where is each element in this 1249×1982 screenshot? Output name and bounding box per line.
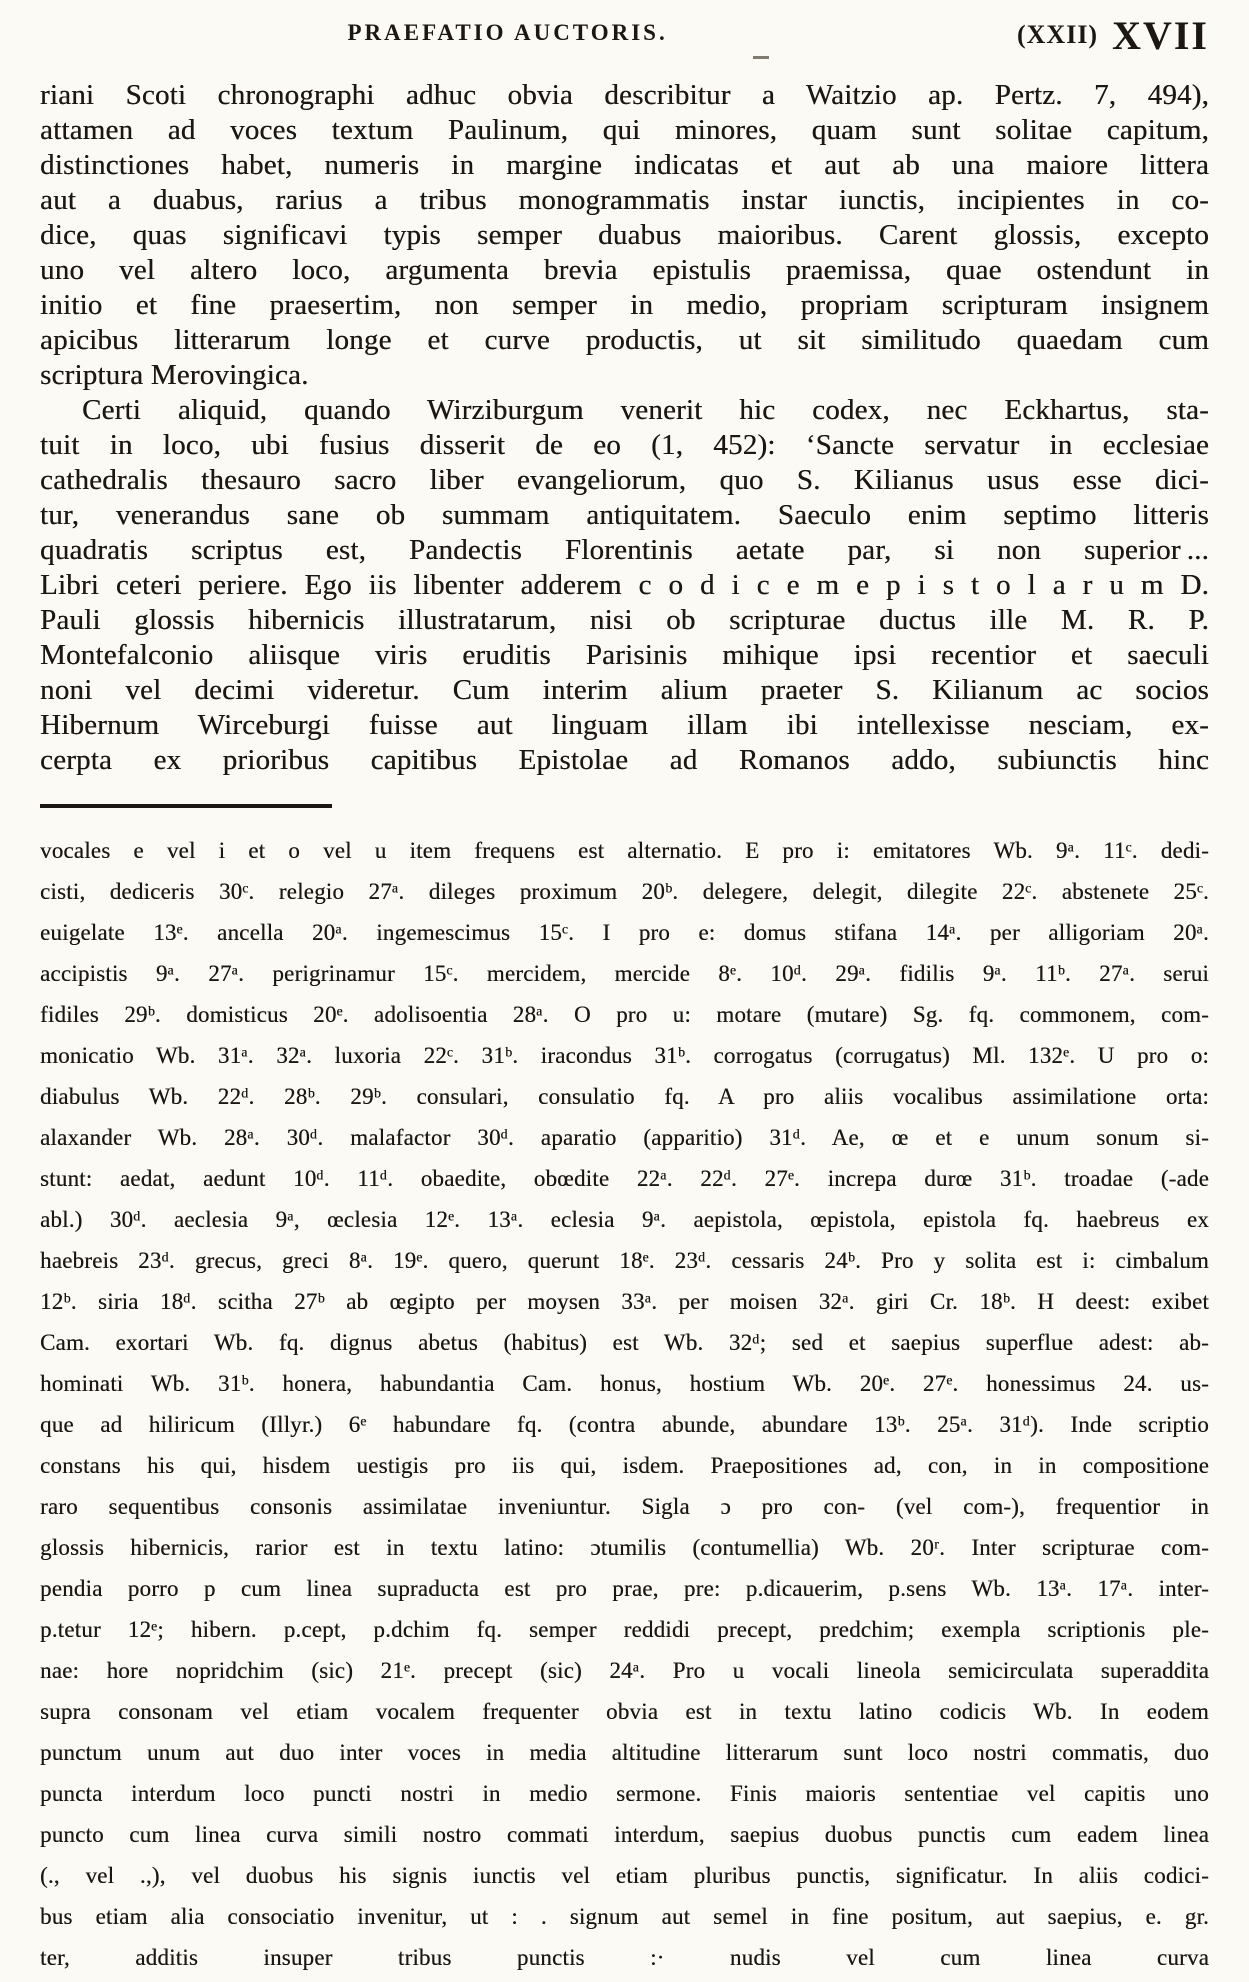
folio-new-number: XVII	[1112, 13, 1209, 58]
text-line: p.tetur 12ᵉ; hibern. p.cept, p.dchim fq. semper reddidi precept, predchim; exempla scriptionis ple-	[40, 1617, 1209, 1642]
running-title: PRAEFATIO AUCTORIS.	[347, 20, 668, 45]
page-header	[40, 12, 1209, 64]
footnotes-block	[40, 830, 1209, 1978]
main-text-block	[40, 78, 1209, 778]
text-line: pendia porro p cum linea supraducta est pro prae, pre: p.dicauerim, p.sens Wb. 13ᵃ. 17ᵃ. inter-	[40, 1576, 1209, 1601]
text-line: hominati Wb. 31ᵇ. honera, habundantia Cam. honus, hostium Wb. 20ᵉ. 27ᵉ. honessimus 24. us-	[40, 1371, 1209, 1396]
text-line: uno vel altero loco, argumenta brevia epistulis praemissa, quae ostendunt in	[40, 254, 1209, 286]
text-line: quadratis scriptus est, Pandectis Florentinis aetate par, si non superior ...	[40, 534, 1209, 566]
text-line: scriptura Merovingica.	[40, 359, 309, 391]
text-line: riani Scoti chronographi adhuc obvia describitur a Waitzio ap. Pertz. 7, 494),	[40, 79, 1209, 111]
text-line: cisti, dediceris 30ᶜ. relegio 27ᵃ. dileges proximum 20ᵇ. delegere, delegit, dilegite 22ᶜ. abstenete 25ᶜ.	[40, 879, 1209, 904]
text-line: punctum unum aut duo inter voces in media altitudine litterarum sunt loco nostri commatis, duo	[40, 1740, 1209, 1765]
text-line: ter, additis insuper tribus punctis :· nudis vel cum linea curva	[40, 1945, 1209, 1970]
text-line: aut a duabus, rarius a tribus monogrammatis instar iunctis, incipientes in co-	[40, 184, 1209, 216]
text-line: glossis hibernicis, rarior est in textu latino: ɔtumilis (contumellia) Wb. 20ʳ. Inter scripturae com-	[40, 1535, 1209, 1560]
text-line: euigelate 13ᵉ. ancella 20ᵃ. ingemescimus 15ᶜ. I pro e: domus stifana 14ᵃ. per alligoriam 20ᵃ.	[40, 920, 1209, 945]
text-line: attamen ad voces textum Paulinum, qui minores, quam sunt solitae capitum,	[40, 114, 1209, 146]
text-line: bus etiam alia consociatio invenitur, ut : . signum aut semel in fine positum, aut saepius, e. gr.	[40, 1904, 1209, 1929]
text-line: abl.) 30ᵈ. aeclesia 9ᵃ, œclesia 12ᵉ. 13ᵃ. eclesia 9ᵃ. aepistola, œpistola, epistola fq. haebreus ex	[40, 1207, 1209, 1232]
text-line: Cam. exortari Wb. fq. dignus abetus (habitus) est Wb. 32ᵈ; sed et saepius superflue adest: ab-	[40, 1330, 1209, 1355]
text-line: initio et fine praesertim, non semper in medio, propriam scripturam insignem	[40, 289, 1209, 321]
folio-old-number: (XXII)	[1016, 20, 1099, 49]
text-line: nae: hore nopridchim (sic) 21ᵉ. precept (sic) 24ᵃ. Pro u vocali lineola semicirculata superaddita	[40, 1658, 1209, 1683]
text-line: stunt: aedat, aedunt 10ᵈ. 11ᵈ. obaedite, obœdite 22ᵃ. 22ᵈ. 27ᵉ. increpa durœ 31ᵇ. troadae (-ade	[40, 1166, 1209, 1191]
text-line: 12ᵇ. siria 18ᵈ. scitha 27ᵇ ab œgipto per moysen 33ᵃ. per moisen 32ᵃ. giri Cr. 18ᵇ. H deest: exibet	[40, 1289, 1209, 1314]
text-line: vocales e vel i et o vel u item frequens est alternatio. E pro i: emitatores Wb. 9ᵃ. 11ᶜ. dedi-	[40, 838, 1209, 863]
text-line: tur, venerandus sane ob summam antiquitatem. Saeculo enim septimo litteris	[40, 499, 1209, 531]
text-line: puncta interdum loco puncti nostri in medio sermone. Finis maioris sententiae vel capitis uno	[40, 1781, 1209, 1806]
scan-artifact-dash	[753, 56, 769, 59]
text-line: (., vel .,), vel duobus his signis iunctis vel etiam pluribus punctis, significatur. In aliis codici-	[40, 1863, 1209, 1888]
text-line: haebreis 23ᵈ. grecus, greci 8ᵃ. 19ᵉ. quero, querunt 18ᵉ. 23ᵈ. cessaris 24ᵇ. Pro y solita est i: cimbalum	[40, 1248, 1209, 1273]
text-line: supra consonam vel etiam vocalem frequenter obvia est in textu latino codicis Wb. In eodem	[40, 1699, 1209, 1724]
text-line: Montefalconio aliisque viris eruditis Parisinis mihique ipsi recentior et saeculi	[40, 639, 1209, 671]
text-line: Certi aliquid, quando Wirziburgum venerit hic codex, nec Eckhartus, sta-	[82, 394, 1209, 426]
text-line: raro sequentibus consonis assimilatae inveniuntur. Sigla ɔ pro con- (vel com-), frequentior in	[40, 1494, 1209, 1519]
text-line: alaxander Wb. 28ᵃ. 30ᵈ. malafactor 30ᵈ. aparatio (apparitio) 31ᵈ. Ae, œ et e unum sonum si-	[40, 1125, 1209, 1150]
text-line: que ad hiliricum (Illyr.) 6ᵉ habundare fq. (contra abunde, abundare 13ᵇ. 25ᵃ. 31ᵈ). Inde scriptio	[40, 1412, 1209, 1437]
footnote-separator-rule	[40, 804, 332, 808]
text-line: apicibus litterarum longe et curve productis, ut sit similitudo quaedam cum	[40, 324, 1209, 356]
text-line: diabulus Wb. 22ᵈ. 28ᵇ. 29ᵇ. consulari, consulatio fq. A pro aliis vocalibus assimilatione orta:	[40, 1084, 1209, 1109]
text-line: monicatio Wb. 31ᵃ. 32ᵃ. luxoria 22ᶜ. 31ᵇ. iracondus 31ᵇ. corrogatus (corrugatus) Ml. 132ᵉ. U pro o:	[40, 1043, 1209, 1068]
text-line: fidiles 29ᵇ. domisticus 20ᵉ. adolisoentia 28ᵃ. O pro u: motare (mutare) Sg. fq. commonem, com-	[40, 1002, 1209, 1027]
text-line: tuit in loco, ubi fusius disserit de eo (1, 452): ‘Sancte servatur in ecclesiae	[40, 429, 1209, 461]
text-line: puncto cum linea curva simili nostro commati interdum, saepius duobus punctis cum eadem linea	[40, 1822, 1209, 1847]
text-line: distinctiones habet, numeris in margine indicatas et aut ab una maiore littera	[40, 149, 1209, 181]
text-line: accipistis 9ᵃ. 27ᵃ. perigrinamur 15ᶜ. mercidem, mercide 8ᵉ. 10ᵈ. 29ᵃ. fidilis 9ᵃ. 11ᵇ. 27ᵃ. serui	[40, 961, 1209, 986]
text-line: noni vel decimi videretur. Cum interim alium praeter S. Kilianum ac socios	[40, 674, 1209, 706]
text-line: Libri ceteri periere. Ego iis libenter adderem c o d i c e m e p i s t o l a r u m D.	[40, 569, 1209, 601]
text-line: cathedralis thesauro sacro liber evangeliorum, quo S. Kilianus usus esse dici-	[40, 464, 1209, 496]
text-line: cerpta ex prioribus capitibus Epistolae ad Romanos addo, subiunctis hinc	[40, 744, 1209, 776]
text-line: constans his qui, hisdem uestigis pro iis qui, isdem. Praepositiones ad, con, in in compositione	[40, 1453, 1209, 1478]
text-line: Pauli glossis hibernicis illustratarum, nisi ob scripturae ductus ille M. R. P.	[40, 604, 1209, 636]
text-line: dice, quas significavi typis semper duabus maioribus. Carent glossis, excepto	[40, 219, 1209, 251]
text-line: Hibernum Wirceburgi fuisse aut linguam illam ibi intellexisse nesciam, ex-	[40, 709, 1209, 741]
folio-numbers	[1017, 12, 1209, 59]
